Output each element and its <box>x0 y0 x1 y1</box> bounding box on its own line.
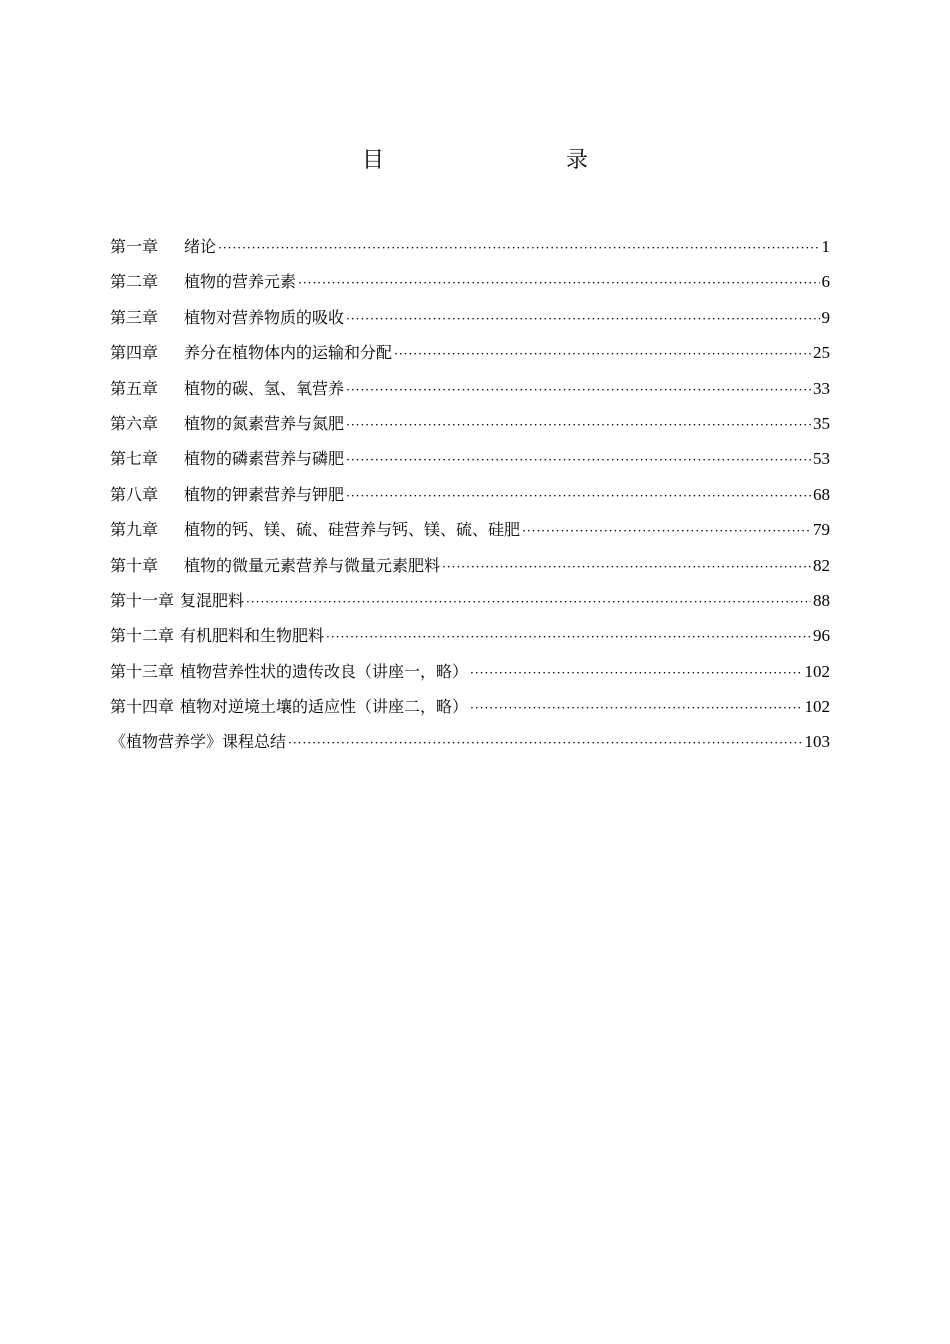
page-number: 103 <box>804 732 830 752</box>
chapter-title: 植物的磷素营养与磷肥 <box>184 449 345 469</box>
chapter-title: 养分在植物体内的运输和分配 <box>184 343 393 363</box>
page-number: 96 <box>813 626 830 646</box>
toc-entry-8[interactable] <box>110 481 830 516</box>
toc-entry-4[interactable] <box>110 339 830 374</box>
chapter-title: 植物的钾素营养与钾肥 <box>184 484 345 504</box>
page-number: 33 <box>813 378 830 398</box>
dot-leader <box>346 411 811 439</box>
toc-entry-7[interactable] <box>110 445 830 480</box>
dot-leader <box>326 623 811 651</box>
chapter-number: 第一章 <box>110 237 159 256</box>
page-number: 102 <box>804 697 830 717</box>
toc-entry-14[interactable] <box>110 693 830 728</box>
dot-leader <box>522 517 811 545</box>
chapter-number: 第八章 <box>110 484 159 504</box>
toc-entry-15[interactable] <box>110 728 830 763</box>
toc-entry-13[interactable] <box>110 658 830 693</box>
chapter-number: 第二章 <box>110 272 159 292</box>
chapter-number: 第十四章 <box>110 697 175 717</box>
dot-leader <box>218 234 819 262</box>
chapter-title: 《植物营养学》课程总结 <box>110 732 287 752</box>
toc-entry-5[interactable] <box>110 375 830 410</box>
chapter-title: 复混肥料 <box>180 590 245 610</box>
chapter-title: 植物的微量元素营养与微量元素肥料 <box>184 555 441 575</box>
chapter-title: 植物的氮素营养与氮肥 <box>184 413 345 433</box>
page-number: 6 <box>821 272 830 292</box>
page-number: 53 <box>813 449 830 469</box>
toc-entry-2[interactable] <box>110 268 830 303</box>
chapter-number: 第五章 <box>110 378 159 398</box>
chapter-title: 植物对营养物质的吸收 <box>184 307 345 327</box>
chapter-number: 第三章 <box>110 307 159 327</box>
page-number: 35 <box>813 413 830 433</box>
toc-entry-12[interactable] <box>110 622 830 657</box>
page-number: 68 <box>813 484 830 504</box>
dot-leader <box>470 659 802 687</box>
page-number: 102 <box>804 661 830 681</box>
dot-leader <box>288 729 802 757</box>
page-number: 9 <box>821 307 830 327</box>
page-number: 88 <box>813 590 830 610</box>
page-title: 目 录 <box>361 148 634 173</box>
chapter-number: 第十章 <box>110 555 159 575</box>
page-number: 1 <box>821 237 830 256</box>
dot-leader <box>246 588 811 616</box>
dot-leader <box>346 482 811 510</box>
toc-entry-1[interactable] <box>110 233 830 268</box>
table-of-contents <box>110 233 830 764</box>
chapter-title: 绪论 <box>184 237 217 256</box>
dot-leader <box>346 305 819 333</box>
dot-leader <box>442 553 811 581</box>
dot-leader <box>394 340 811 368</box>
toc-entry-6[interactable] <box>110 410 830 445</box>
chapter-title: 植物的营养元素 <box>184 272 297 292</box>
chapter-title: 植物的钙、镁、硫、硅营养与钙、镁、硫、硅肥 <box>184 520 521 540</box>
chapter-number: 第十三章 <box>110 661 175 681</box>
chapter-number: 第六章 <box>110 413 159 433</box>
dot-leader <box>470 694 802 722</box>
chapter-number: 第十一章 <box>110 590 175 610</box>
chapter-title: 有机肥料和生物肥料 <box>180 626 325 646</box>
chapter-number: 第九章 <box>110 520 159 540</box>
chapter-number: 第十二章 <box>110 626 175 646</box>
page-number: 82 <box>813 555 830 575</box>
chapter-number: 第四章 <box>110 343 159 363</box>
toc-entry-10[interactable] <box>110 552 830 587</box>
chapter-title: 植物营养性状的遗传改良（讲座一，略） <box>180 661 469 681</box>
dot-leader <box>298 269 819 297</box>
chapter-number: 第七章 <box>110 449 159 469</box>
toc-entry-9[interactable] <box>110 516 830 551</box>
chapter-title: 植物对逆境土壤的适应性（讲座二，略） <box>180 697 469 717</box>
chapter-title: 植物的碳、氢、氧营养 <box>184 378 345 398</box>
dot-leader <box>346 446 811 474</box>
dot-leader <box>346 376 811 404</box>
toc-entry-3[interactable] <box>110 304 830 339</box>
toc-entry-11[interactable] <box>110 587 830 622</box>
page-number: 79 <box>813 520 830 540</box>
page-number: 25 <box>813 343 830 363</box>
